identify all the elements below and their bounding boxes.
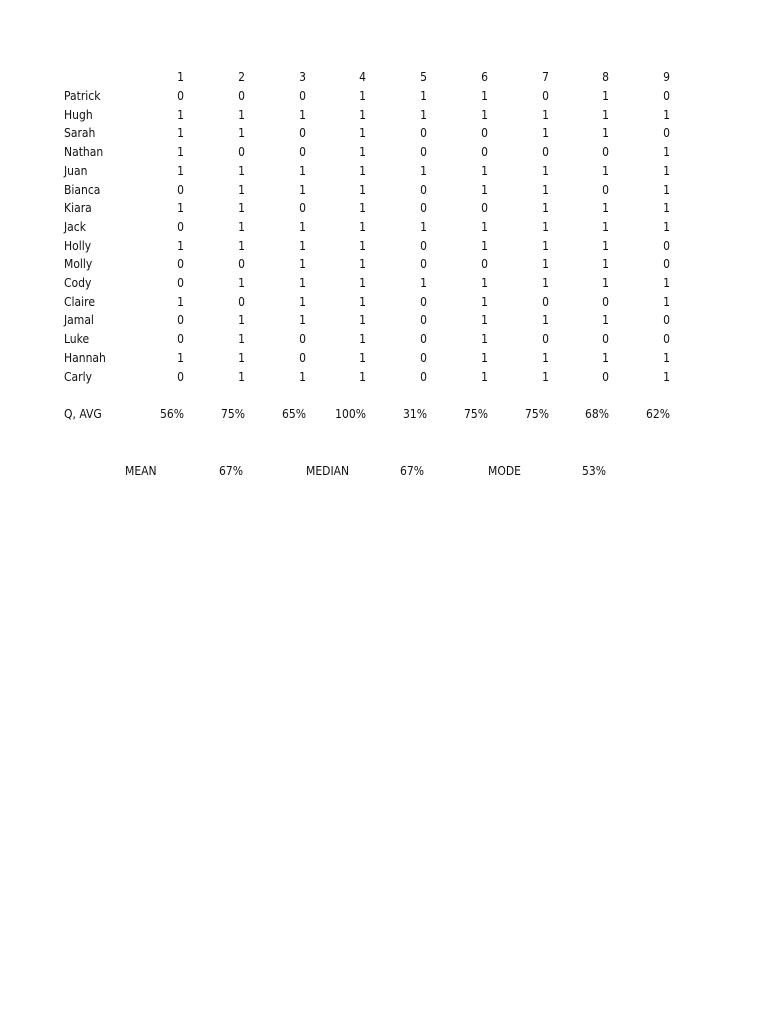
score-cell: 0 [238,294,245,309]
score-cell: 1 [542,219,549,234]
score-cell: 1 [602,89,609,103]
score-cell: 1 [663,107,670,122]
student-name: Cody [64,276,92,290]
score-cell: 0 [481,201,488,216]
score-cell: 1 [542,163,549,178]
score-cell: 1 [238,276,245,290]
column-header: 9 [663,70,670,84]
question-average-row [0,405,768,424]
score-cell: 1 [359,276,366,290]
score-cell: 1 [542,257,549,272]
score-cell: 0 [420,238,427,253]
score-cell: 1 [238,332,245,347]
score-cell: 1 [663,294,670,309]
score-cell: 1 [542,369,549,384]
score-cell: 1 [177,350,184,365]
score-cell: 1 [542,126,549,141]
score-cell: 1 [481,332,488,347]
score-cell: 1 [299,294,306,309]
score-cell: 1 [481,369,488,384]
score-cell: 1 [359,107,366,122]
score-cell: 0 [420,332,427,347]
score-cell: 1 [299,219,306,234]
score-cell: 1 [420,276,427,290]
question-average: 62% [646,407,670,421]
score-cell: 0 [177,219,184,234]
student-name: Kiara [64,201,92,216]
score-cell: 1 [238,369,245,384]
student-row [0,124,768,143]
score-cell: 0 [299,201,306,216]
student-name: Hugh [64,107,93,122]
score-cell: 1 [359,238,366,253]
score-cell: 1 [359,350,366,365]
score-cell: 0 [420,294,427,309]
column-header: 4 [359,70,366,84]
question-average: 65% [282,407,306,421]
score-cell: 0 [177,369,184,384]
student-row [0,293,768,312]
mode-label: MODE [488,464,521,478]
question-average: 75% [525,407,549,421]
score-cell: 1 [238,219,245,234]
student-name: Bianca [64,182,101,197]
score-cell: 1 [238,107,245,122]
score-cell: 1 [663,350,670,365]
question-average: 31% [403,407,427,421]
score-cell: 1 [602,163,609,178]
column-header: 8 [602,70,609,84]
student-name: Hannah [64,350,106,365]
student-row [0,349,768,368]
score-cell: 0 [481,145,488,160]
median-value: 67% [400,464,424,478]
student-name: Jamal [64,313,94,328]
score-cell: 0 [177,276,184,290]
question-average: 68% [585,407,609,421]
score-cell: 1 [420,89,427,103]
score-cell: 1 [663,145,670,160]
student-name: Jack [64,219,86,234]
score-cell: 1 [359,89,366,103]
score-cell: 0 [481,257,488,272]
score-cell: 0 [299,145,306,160]
score-cell: 1 [602,276,609,290]
score-cell: 1 [238,163,245,178]
score-cell: 0 [602,294,609,309]
score-cell: 0 [542,332,549,347]
score-cell: 1 [420,219,427,234]
score-cell: 1 [299,238,306,253]
score-cell: 0 [238,89,245,103]
score-cell: 0 [602,332,609,347]
score-cell: 1 [177,126,184,141]
score-cell: 0 [542,145,549,160]
column-header: 6 [481,70,488,84]
score-cell: 0 [663,257,670,272]
student-name: Nathan [64,145,104,160]
score-cell: 1 [481,294,488,309]
score-cell: 1 [177,294,184,309]
mode-value: 53% [582,464,606,478]
student-row [0,143,768,162]
score-cell: 1 [359,332,366,347]
score-cell: 0 [299,89,306,103]
student-row [0,237,768,256]
student-row [0,274,768,293]
score-cell: 1 [481,276,488,290]
score-cell: 1 [663,163,670,178]
score-cell: 0 [420,126,427,141]
student-name: Claire [64,294,95,309]
score-cell: 1 [663,201,670,216]
score-cell: 1 [299,276,306,290]
score-cell: 0 [238,257,245,272]
score-cell: 1 [602,107,609,122]
score-cell: 0 [177,313,184,328]
score-cell: 1 [359,126,366,141]
column-header: 3 [299,70,306,84]
score-cell: 1 [177,201,184,216]
score-cell: 0 [663,89,670,103]
score-cell: 1 [359,163,366,178]
score-cell: 1 [481,89,488,103]
score-cell: 0 [299,332,306,347]
question-average: 75% [221,407,245,421]
score-cell: 0 [602,145,609,160]
student-row [0,162,768,181]
student-name: Patrick [64,89,101,103]
student-name: Sarah [64,126,96,141]
score-cell: 1 [359,257,366,272]
student-row [0,330,768,349]
student-row [0,106,768,125]
student-name: Molly [64,257,93,272]
score-cell: 1 [602,257,609,272]
score-cell: 0 [177,182,184,197]
student-row [0,218,768,237]
score-cell: 1 [177,107,184,122]
score-cell: 1 [542,276,549,290]
score-cell: 1 [299,257,306,272]
score-cell: 0 [663,313,670,328]
score-cell: 1 [542,350,549,365]
score-cell: 1 [602,313,609,328]
score-cell: 1 [542,201,549,216]
score-cell: 1 [663,182,670,197]
score-cell: 1 [602,350,609,365]
score-cell: 1 [542,313,549,328]
score-cell: 1 [299,182,306,197]
score-cell: 0 [602,369,609,384]
score-cell: 1 [481,219,488,234]
score-cell: 1 [359,145,366,160]
score-cell: 1 [177,145,184,160]
student-row [0,255,768,274]
avg-label: Q, AVG [64,407,102,421]
question-average: 100% [335,407,366,421]
score-cell: 0 [420,369,427,384]
question-average: 75% [464,407,488,421]
score-cell: 0 [177,257,184,272]
score-cell: 1 [359,313,366,328]
score-cell: 1 [602,219,609,234]
student-row [0,181,768,200]
student-row [0,311,768,330]
score-cell: 1 [359,219,366,234]
score-cell: 1 [420,163,427,178]
score-cell: 1 [238,350,245,365]
score-cell: 0 [663,126,670,141]
score-cell: 1 [299,313,306,328]
score-cell: 1 [663,276,670,290]
score-cell: 1 [481,238,488,253]
score-cell: 0 [238,145,245,160]
score-cell: 1 [177,238,184,253]
score-cell: 1 [359,201,366,216]
column-header: 7 [542,70,549,84]
score-cell: 0 [420,182,427,197]
score-cell: 1 [542,107,549,122]
column-header: 5 [420,70,427,84]
score-cell: 0 [542,89,549,103]
score-cell: 1 [481,313,488,328]
student-name: Juan [64,163,88,178]
student-name: Holly [64,238,92,253]
score-cell: 0 [177,89,184,103]
score-cell: 0 [481,126,488,141]
score-cell: 1 [481,182,488,197]
student-row [0,368,768,387]
summary-row [0,462,768,481]
score-cell: 1 [481,163,488,178]
score-cell: 1 [299,369,306,384]
column-header: 2 [238,70,245,84]
score-cell: 1 [481,350,488,365]
score-cell: 1 [542,238,549,253]
score-cell: 0 [177,332,184,347]
score-cell: 0 [420,145,427,160]
header-row [0,68,768,87]
score-cell: 1 [359,369,366,384]
score-cell: 1 [359,182,366,197]
score-cell: 1 [663,369,670,384]
column-header: 1 [177,70,184,84]
student-name: Luke [64,332,90,347]
question-average: 56% [160,407,184,421]
score-cell: 1 [420,107,427,122]
score-cell: 0 [663,332,670,347]
mean-value: 67% [219,464,243,478]
score-cell: 1 [542,182,549,197]
score-cell: 1 [602,126,609,141]
score-cell: 1 [238,313,245,328]
score-cell: 0 [542,294,549,309]
score-cell: 1 [663,219,670,234]
score-cell: 0 [420,313,427,328]
student-name: Carly [64,369,92,384]
score-cell: 0 [420,257,427,272]
student-row [0,199,768,218]
score-cell: 1 [238,201,245,216]
score-cell: 1 [359,294,366,309]
score-cell: 0 [420,350,427,365]
score-cell: 1 [238,126,245,141]
score-cell: 0 [299,350,306,365]
student-row [0,87,768,106]
median-label: MEDIAN [306,464,350,478]
score-cell: 1 [299,107,306,122]
score-cell: 0 [299,126,306,141]
score-cell: 0 [420,201,427,216]
score-cell: 1 [602,201,609,216]
score-cell: 1 [602,238,609,253]
score-cell: 0 [663,238,670,253]
score-cell: 1 [238,238,245,253]
score-cell: 1 [238,182,245,197]
score-cell: 0 [602,182,609,197]
score-cell: 1 [481,107,488,122]
score-cell: 1 [299,163,306,178]
score-cell: 1 [177,163,184,178]
mean-label: MEAN [125,464,157,478]
